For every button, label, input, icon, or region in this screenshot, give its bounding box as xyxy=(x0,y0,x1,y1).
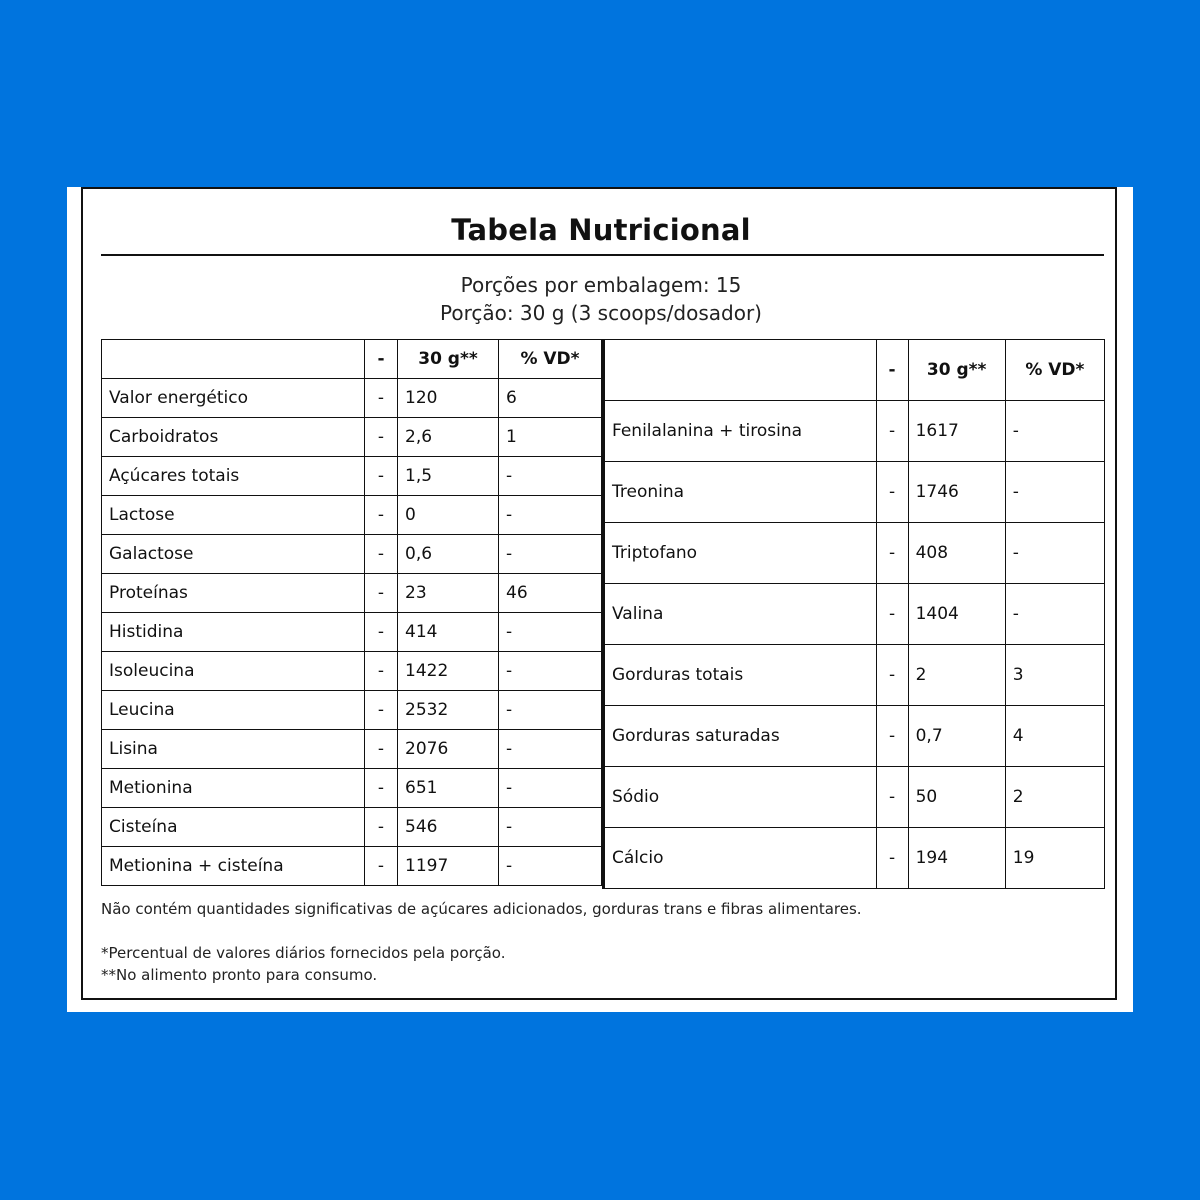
nutrient-name: Histidina xyxy=(102,613,365,652)
nutrient-name: Lisina xyxy=(102,730,365,769)
header-nutrient xyxy=(604,340,877,401)
serving-size: Porção: 30 g (3 scoops/dosador) xyxy=(439,301,762,325)
nutrient-name: Fenilalanina + tirosina xyxy=(604,401,877,462)
nutrient-name: Proteínas xyxy=(102,574,365,613)
nutrient-vd: - xyxy=(1005,584,1104,645)
nutrient-vd: 6 xyxy=(499,379,602,418)
nutrient-amount: 194 xyxy=(908,828,1005,889)
table-row xyxy=(604,401,1105,462)
table-row xyxy=(604,462,1105,523)
nutrient-dash: - xyxy=(876,462,908,523)
nutrient-name: Valina xyxy=(604,584,877,645)
nutrient-amount: 2 xyxy=(908,645,1005,706)
header-vd: % VD* xyxy=(1005,340,1104,401)
nutrient-vd: - xyxy=(499,769,602,808)
table-row xyxy=(102,769,602,808)
nutrient-amount: 0 xyxy=(398,496,499,535)
nutrient-amount: 2076 xyxy=(398,730,499,769)
nutrient-name: Açúcares totais xyxy=(102,457,365,496)
table-row xyxy=(102,574,602,613)
table-row xyxy=(102,613,602,652)
header-dash: - xyxy=(876,340,908,401)
nutrient-vd: - xyxy=(499,847,602,886)
nutrient-name: Cisteína xyxy=(102,808,365,847)
nutrient-name: Metionina + cisteína xyxy=(102,847,365,886)
table-row xyxy=(102,496,602,535)
nutrient-amount: 0,7 xyxy=(908,706,1005,767)
title-divider xyxy=(101,254,1104,256)
nutrient-dash: - xyxy=(365,496,398,535)
nutrient-dash: - xyxy=(876,584,908,645)
nutrient-dash: - xyxy=(876,645,908,706)
nutrient-name: Cálcio xyxy=(604,828,877,889)
nutrient-amount: 23 xyxy=(398,574,499,613)
nutrient-vd: - xyxy=(499,730,602,769)
nutrition-table-right xyxy=(602,339,1105,889)
header-amount: 30 g** xyxy=(908,340,1005,401)
nutrient-dash: - xyxy=(365,613,398,652)
header-amount: 30 g** xyxy=(398,340,499,379)
table-row xyxy=(102,847,602,886)
nutrient-amount: 651 xyxy=(398,769,499,808)
table-row xyxy=(604,828,1105,889)
table-row xyxy=(604,523,1105,584)
nutrient-vd: 4 xyxy=(1005,706,1104,767)
nutrient-dash: - xyxy=(365,769,398,808)
nutrient-amount: 546 xyxy=(398,808,499,847)
nutrient-dash: - xyxy=(876,401,908,462)
nutrient-name: Treonina xyxy=(604,462,877,523)
nutrient-vd: - xyxy=(499,496,602,535)
nutrient-name: Sódio xyxy=(604,767,877,828)
nutrient-vd: 3 xyxy=(1005,645,1104,706)
nutrient-vd: - xyxy=(1005,401,1104,462)
header-vd: % VD* xyxy=(499,340,602,379)
nutrient-name: Gorduras saturadas xyxy=(604,706,877,767)
nutrient-amount: 50 xyxy=(908,767,1005,828)
nutrition-table-left xyxy=(101,339,602,886)
nutrient-dash: - xyxy=(876,828,908,889)
table-row xyxy=(102,535,602,574)
nutrient-dash: - xyxy=(365,652,398,691)
table-row xyxy=(102,418,602,457)
table-header-row xyxy=(102,340,602,379)
vd-footnote: *Percentual de valores diários fornecidos pela porção. xyxy=(101,944,506,962)
nutrient-amount: 408 xyxy=(908,523,1005,584)
table-row xyxy=(102,379,602,418)
nutrient-dash: - xyxy=(365,574,398,613)
nutrient-dash: - xyxy=(876,523,908,584)
nutrient-dash: - xyxy=(365,535,398,574)
nutrient-name: Isoleucina xyxy=(102,652,365,691)
nutrient-vd: - xyxy=(499,613,602,652)
nutrient-dash: - xyxy=(365,730,398,769)
nutrient-vd: 46 xyxy=(499,574,602,613)
nutrient-amount: 1,5 xyxy=(398,457,499,496)
table-row xyxy=(604,706,1105,767)
nutrient-name: Metionina xyxy=(102,769,365,808)
nutrient-amount: 1404 xyxy=(908,584,1005,645)
not-significant-note: Não contém quantidades significativas de açúcares adicionados, gorduras trans e fibras alimentares. xyxy=(101,900,862,918)
nutrient-amount: 1197 xyxy=(398,847,499,886)
nutrient-dash: - xyxy=(365,379,398,418)
nutrient-vd: - xyxy=(499,457,602,496)
table-row xyxy=(102,691,602,730)
header-nutrient xyxy=(102,340,365,379)
nutrient-vd: - xyxy=(1005,462,1104,523)
nutrient-dash: - xyxy=(365,808,398,847)
ready-footnote: **No alimento pronto para consumo. xyxy=(101,966,378,984)
table-header-row xyxy=(604,340,1105,401)
nutrient-vd: 2 xyxy=(1005,767,1104,828)
table-row xyxy=(102,730,602,769)
nutrition-label-panel xyxy=(67,187,1133,1012)
table-row xyxy=(604,767,1105,828)
nutrient-amount: 1617 xyxy=(908,401,1005,462)
nutrient-vd: - xyxy=(499,652,602,691)
nutrient-dash: - xyxy=(365,847,398,886)
nutrient-vd: 19 xyxy=(1005,828,1104,889)
nutrient-name: Valor energético xyxy=(102,379,365,418)
nutrient-amount: 414 xyxy=(398,613,499,652)
nutrient-dash: - xyxy=(876,767,908,828)
table-row xyxy=(604,645,1105,706)
nutrient-amount: 1746 xyxy=(908,462,1005,523)
label-title: Tabela Nutricional xyxy=(451,213,751,247)
nutrient-dash: - xyxy=(365,691,398,730)
nutrient-vd: - xyxy=(499,691,602,730)
table-row xyxy=(102,652,602,691)
table-row xyxy=(102,457,602,496)
nutrition-label-frame xyxy=(81,187,1117,1000)
nutrient-name: Galactose xyxy=(102,535,365,574)
header-dash: - xyxy=(365,340,398,379)
nutrient-name: Leucina xyxy=(102,691,365,730)
nutrient-amount: 2532 xyxy=(398,691,499,730)
servings-per-package: Porções por embalagem: 15 xyxy=(460,273,742,297)
nutrient-amount: 120 xyxy=(398,379,499,418)
nutrient-vd: - xyxy=(499,808,602,847)
table-row xyxy=(102,808,602,847)
nutrient-dash: - xyxy=(365,457,398,496)
nutrient-dash: - xyxy=(365,418,398,457)
nutrient-name: Triptofano xyxy=(604,523,877,584)
table-row xyxy=(604,584,1105,645)
nutrient-amount: 0,6 xyxy=(398,535,499,574)
nutrient-name: Lactose xyxy=(102,496,365,535)
nutrient-vd: - xyxy=(499,535,602,574)
nutrient-name: Carboidratos xyxy=(102,418,365,457)
nutrient-dash: - xyxy=(876,706,908,767)
nutrient-name: Gorduras totais xyxy=(604,645,877,706)
nutrient-amount: 2,6 xyxy=(398,418,499,457)
nutrient-vd: - xyxy=(1005,523,1104,584)
nutrient-vd: 1 xyxy=(499,418,602,457)
nutrient-amount: 1422 xyxy=(398,652,499,691)
